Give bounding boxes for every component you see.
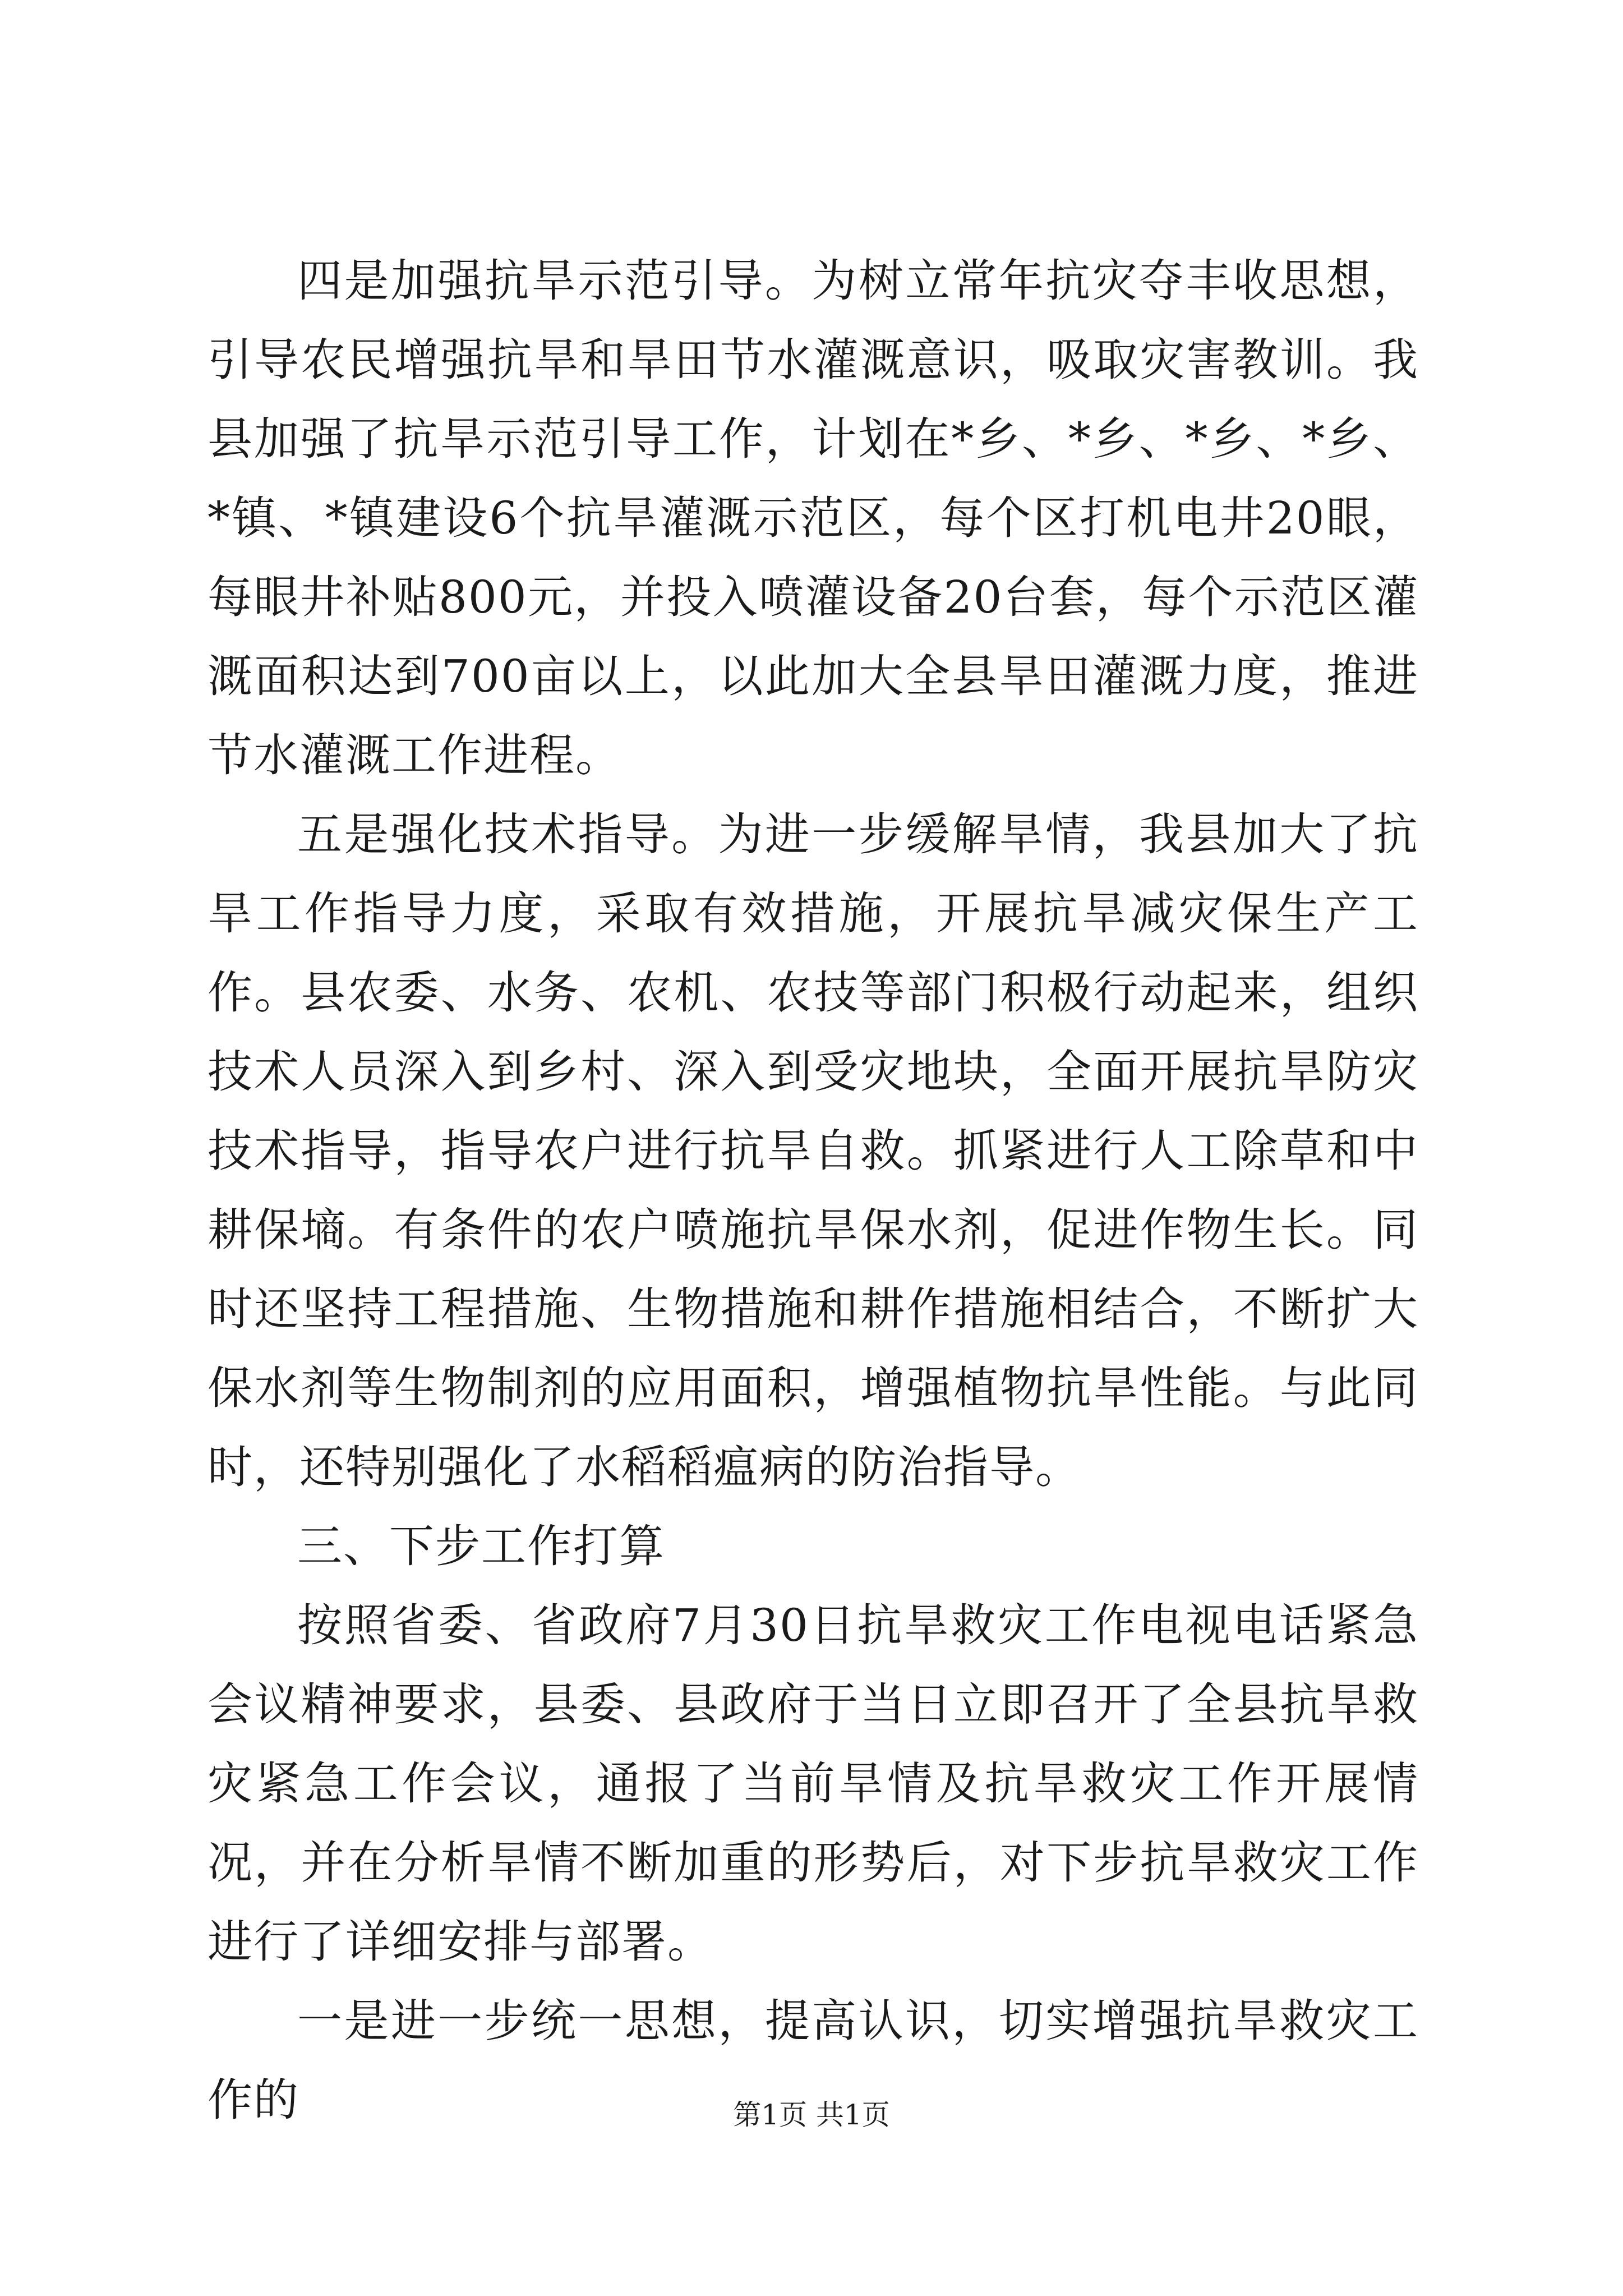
page-footer: 第1页 共1页	[733, 2099, 890, 2131]
paragraph-emergency-meeting: 按照省委、省政府7月30日抗旱救灾工作电视电话紧急会议精神要求，县委、县政府于当日立即召开了全县抗旱救灾紧急工作会议，通报了当前旱情及抗旱救灾工作开展情况，并在分析旱情不断加重的形势后，对下步抗旱救灾工作进行了详细安排与部署。	[208, 1599, 1419, 1968]
section-heading-next-steps: 三、下步工作打算	[297, 1520, 665, 1572]
paragraph-technical-guidance: 五是强化技术指导。为进一步缓解旱情，我县加大了抗旱工作指导力度，采取有效措施，开展抗旱减灾保生产工作。县农委、水务、农机、农技等部门积极行动起来，组织技术人员深入到乡村、深入到受灾地块，全面开展抗旱防灾技术指导，指导农户进行抗旱自救。抓紧进行人工除草和中耕保墒。有条件的农户喷施抗旱保水剂，促进作物生长。同时还坚持工程措施、生物措施和耕作措施相结合，不断扩大保水剂等生物制剂的应用面积，增强植物抗旱性能。与此同时，还特别强化了水稻稻瘟病的防治指导。	[208, 808, 1419, 1493]
paragraph-drought-demonstration: 四是加强抗旱示范引导。为树立常年抗灾夺丰收思想，引导农民增强抗旱和旱田节水灌溉意识，吸取灾害教训。我县加强了抗旱示范引导工作，计划在*乡、*乡、*乡、*乡、*镇、*镇建设6个抗旱灌溉示范区，每个区打机电井20眼，每眼井补贴800元，并投入喷灌设备20台套，每个示范区灌溉面积达到700亩以上，以此加大全县旱田灌溉力度，推进节水灌溉工作进程。	[208, 255, 1419, 781]
paragraph-unify-thinking: 一是进一步统一思想，提高认识，切实增强抗旱救灾工作的	[208, 1995, 1419, 2126]
document-body	[208, 241, 1419, 2139]
